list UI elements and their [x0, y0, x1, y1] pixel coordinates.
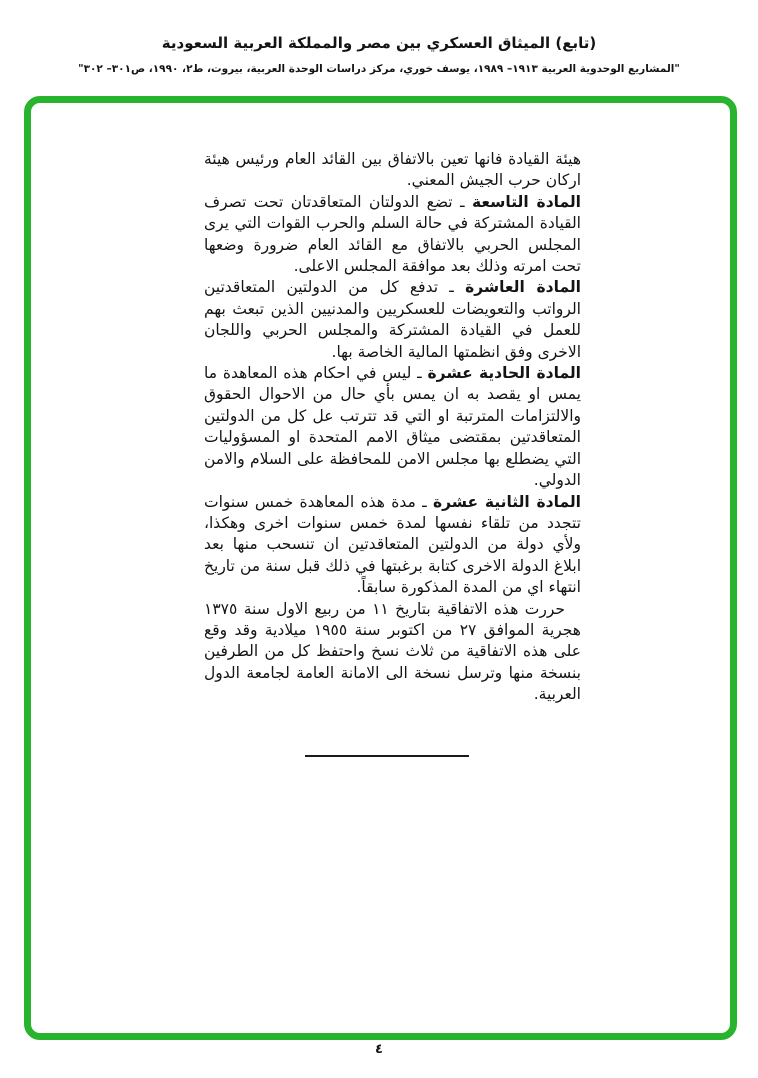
paragraph-text: ـ تدفع كل من الدولتين المتعاقدتين الرواتب والتعويضات للعسكريين والمدنيين الذين تبعث بهم للعمل في القيادة المشتركة والمجلس الحربي واللجان الاخرى وفق انظمتها المالية الخاصة بها.: [204, 278, 581, 361]
document-title: (تابع) الميثاق العسكري بين مصر والمملكة العربية السعودية: [161, 34, 597, 52]
page-number: ٤: [375, 1042, 383, 1057]
article-heading: المادة الحادية عشرة: [427, 364, 581, 383]
signature-divider-line: [305, 755, 469, 757]
article-heading: المادة التاسعة: [471, 192, 581, 211]
paragraph-text: ـ مدة هذه المعاهدة خمس سنوات تتجدد من تلقاء نفسها لمدة خمس سنوات اخرى وهكذا، ولأي دولة من الدولتين المتعاقدتين ان تنسحب منها بعد ابلاغ الدولة الاخرى كتابة برغبتها في ذلك قبل سنة من تاريخ انتهاء اي من المدة المذكورة سابقاً.: [204, 492, 581, 597]
paragraph-closing: [204, 599, 581, 706]
paragraph-text: ـ تضع الدولتان المتعاقدتان تحت تصرف القيادة المشتركة في حالة السلم والحرب القوات التي يرى المجلس الحربي بالاتفاق مع القائد العام ضرورة وضعها تحت امرته وذلك بعد موافقة المجلس الاعلى.: [204, 192, 581, 276]
paragraph-text: ـ ليس في احكام هذه المعاهدة ما يمس او يقصد به ان يمس بأي حال من الاحوال الحقوق والالتزامات المترتبة او التي قد تترتب عل كل من الدولتين المتعاقدتين بمقتضى ميثاق الامم المتحدة او المسؤوليات التي يضطلع بها مجلس الامن للمحافظة على السلام والامن الدولي.: [204, 364, 581, 490]
paragraph-continuation: [204, 149, 581, 192]
document-body: [204, 149, 581, 706]
source-citation: "المشاريع الوحدوية العربية ١٩١٣– ١٩٨٩، يوسف خوري، مركز دراسات الوحدة العربية، بيروت، ط٢، ١٩٩٠، ص٣٠١– ٣٠٢": [78, 63, 680, 75]
paragraph-article-9: [204, 192, 581, 278]
paragraph-text: حررت هذه الاتفاقية بتاريخ ١١ من ربيع الاول سنة ١٣٧٥ هجرية الموافق ٢٧ من اكتوبر سنة ١٩٥٥ ميلادية وقد وقع على هذه الاتفاقية من ثلاث نسخ واحتفظ كل من الطرفين بنسخة منها وترسل نسخة الى الامانة العامة لجامعة الدول العربية.: [204, 599, 581, 704]
paragraph-article-12: [204, 492, 581, 599]
paragraph-text: هيئة القيادة فانها تعين بالاتفاق بين القائد العام ورئيس هيئة اركان حرب الجيش المعني.: [204, 150, 581, 190]
paragraph-article-11: [204, 363, 581, 491]
article-heading: المادة العاشرة: [465, 278, 581, 297]
article-heading: المادة الثانية عشرة: [432, 492, 581, 511]
paragraph-article-10: [204, 277, 581, 363]
